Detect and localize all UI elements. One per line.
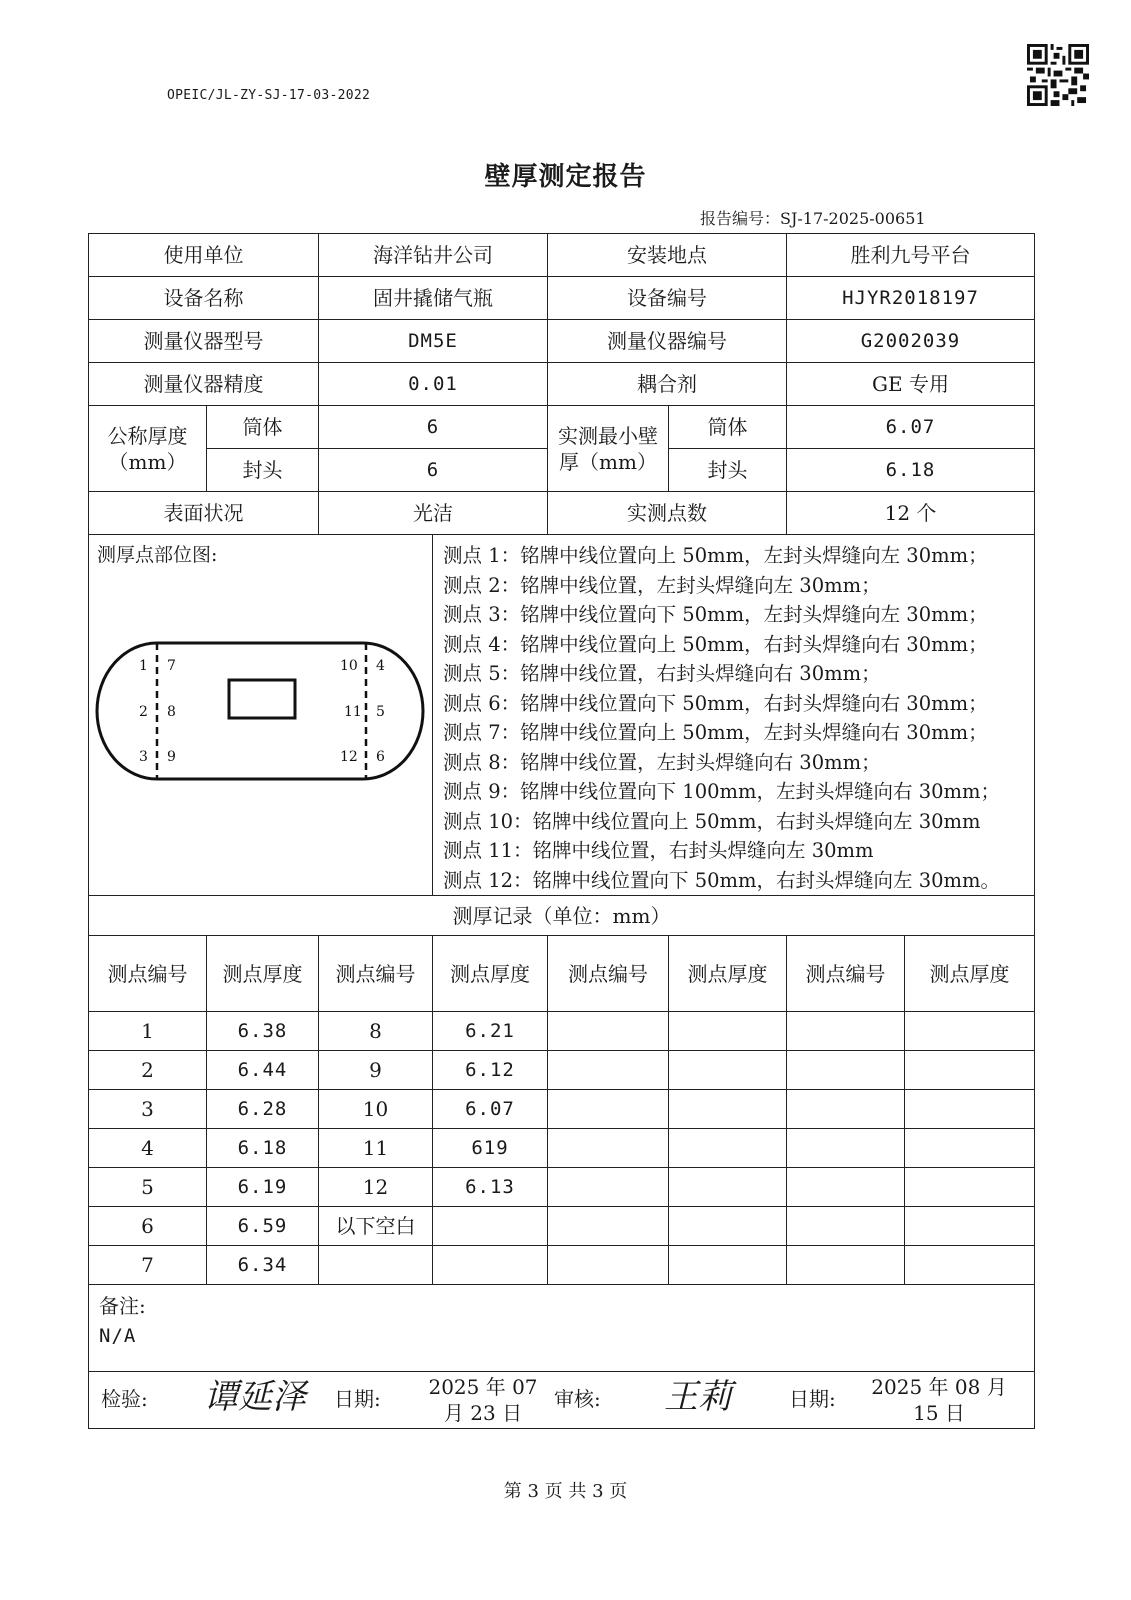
col-header-thickness: 测点厚度: [669, 936, 787, 1012]
equip-name-label: 设备名称: [89, 277, 319, 320]
record-cell: 4: [89, 1129, 207, 1168]
nameplate-rect: [229, 680, 295, 718]
record-cell: [433, 1207, 548, 1246]
point-desc-line: 测点 10：铭牌中线位置向上 50mm，右封头焊缝向左 30mm: [443, 809, 981, 833]
record-cell: 6.28: [207, 1090, 319, 1129]
inspector-signature: 谭延泽: [204, 1377, 306, 1417]
signature-row: [89, 1372, 1035, 1429]
record-cell: 6.44: [207, 1051, 319, 1090]
record-cell: 6.12: [433, 1051, 548, 1090]
table-row: [89, 1246, 1035, 1285]
col-header-thickness: 测点厚度: [433, 936, 548, 1012]
point-label: 11: [344, 704, 362, 720]
review-label: 审核:: [554, 1387, 601, 1411]
point-desc-line: 测点 6：铭牌中线位置向下 50mm，右封头焊缝向右 30mm；: [443, 691, 988, 715]
record-cell: 7: [89, 1246, 207, 1285]
points-value: 12 个: [787, 492, 1035, 535]
table-row: [89, 1051, 1035, 1090]
points-label: 实测点数: [548, 492, 787, 535]
point-label: 4: [376, 658, 385, 674]
record-cell: [433, 1246, 548, 1285]
equip-no-label: 设备编号: [548, 277, 787, 320]
inspect-date: 2025 年 07 月 23 日: [428, 1375, 538, 1425]
record-cell: 2: [89, 1051, 207, 1090]
unit-value: 海洋钻井公司: [319, 234, 548, 277]
inspect-label: 检验:: [101, 1387, 148, 1411]
table-row: [89, 1129, 1035, 1168]
min-thickness-label: 实测最小壁厚（mm）: [548, 406, 669, 492]
point-desc-line: 测点 4：铭牌中线位置向上 50mm，右封头焊缝向右 30mm；: [443, 632, 988, 656]
record-cell: 9: [319, 1051, 433, 1090]
equip-no-value: HJYR2018197: [787, 277, 1035, 320]
point-desc-line: 测点 11：铭牌中线位置，右封头焊缝向左 30mm: [443, 839, 874, 862]
couplant-value: GE 专用: [787, 363, 1035, 406]
record-cell: 12: [319, 1168, 433, 1207]
col-header-no: 测点编号: [319, 936, 433, 1012]
record-title: 测厚记录（单位：mm）: [89, 896, 1035, 936]
record-cell: 11: [319, 1129, 433, 1168]
point-label: 5: [376, 704, 385, 720]
nominal-head-label: 封头: [207, 449, 319, 492]
report-number: 报告编号：SJ-17-2025-00651: [700, 209, 926, 228]
unit-label: 使用单位: [89, 234, 319, 277]
review-date-label: 日期:: [789, 1387, 836, 1411]
table-row: [89, 1012, 1035, 1051]
record-cell: 6.18: [207, 1129, 319, 1168]
surface-value: 光洁: [319, 492, 548, 535]
point-desc-line: 测点 9：铭牌中线位置向下 100mm，左封头焊缝向右 30mm；: [443, 780, 1000, 803]
document-code: OPEIC/JL-ZY-SJ-17-03-2022: [167, 88, 371, 103]
record-cell: [319, 1246, 433, 1285]
point-desc-line: 测点 12：铭牌中线位置向下 50mm，右封头焊缝向左 30mm。: [443, 868, 1000, 892]
review-date: 2025 年 08 月 15 日: [871, 1375, 1007, 1425]
col-header-no: 测点编号: [787, 936, 905, 1012]
reviewer-signature: 王莉: [664, 1377, 732, 1417]
point-desc-line: 测点 2：铭牌中线位置，左封头焊缝向左 30mm；: [443, 573, 881, 597]
couplant-label: 耦合剂: [548, 363, 787, 406]
record-cell: 10: [319, 1090, 433, 1129]
record-cell: 6.13: [433, 1168, 548, 1207]
record-cell: 6: [89, 1207, 207, 1246]
page-title: 壁厚测定报告: [484, 162, 647, 192]
point-label: 8: [167, 704, 176, 720]
record-cell: 6.07: [433, 1090, 548, 1129]
site-value: 胜利九号平台: [787, 234, 1035, 277]
nominal-shell-label: 筒体: [207, 406, 319, 449]
col-header-no: 测点编号: [89, 936, 207, 1012]
point-label: 9: [167, 749, 176, 765]
record-cell: 6.59: [207, 1207, 319, 1246]
point-label: 1: [139, 658, 148, 674]
record-cell: 1: [89, 1012, 207, 1051]
diagram-cell: [89, 535, 433, 896]
point-desc-line: 测点 5：铭牌中线位置，右封头焊缝向右 30mm；: [443, 662, 881, 685]
col-header-thickness: 测点厚度: [905, 936, 1035, 1012]
table-row: [89, 1168, 1035, 1207]
point-desc-line: 测点 1：铭牌中线位置向上 50mm，左封头焊缝向左 30mm；: [443, 544, 988, 567]
nominal-thickness-label: 公称厚度（mm）: [89, 406, 207, 492]
remarks-cell: [89, 1285, 1035, 1372]
record-cell: 6.38: [207, 1012, 319, 1051]
record-cell: 3: [89, 1090, 207, 1129]
vessel-diagram: [95, 639, 425, 784]
point-label: 2: [139, 704, 148, 720]
report-table: [88, 233, 1035, 1429]
remarks-value: N/A: [99, 1325, 137, 1347]
page-footer: 第 3 页 共 3 页: [503, 1481, 628, 1502]
col-header-no: 测点编号: [548, 936, 669, 1012]
point-description-cell: [433, 535, 1035, 896]
point-desc-line: 测点 8：铭牌中线位置，左封头焊缝向右 30mm；: [443, 750, 881, 774]
inspect-date-label: 日期:: [334, 1387, 381, 1411]
record-cell: 619: [433, 1129, 548, 1168]
point-label: 6: [376, 749, 385, 765]
point-label: 7: [167, 658, 176, 674]
record-cell: 6.34: [207, 1246, 319, 1285]
point-desc-line: 测点 3：铭牌中线位置向下 50mm，左封头焊缝向左 30mm；: [443, 603, 988, 626]
point-desc-line: 测点 7：铭牌中线位置向上 50mm，左封头焊缝向右 30mm；: [443, 721, 988, 744]
inst-model-value: DM5E: [319, 320, 548, 363]
table-row: [89, 1207, 1035, 1246]
min-shell-value: 6.07: [787, 406, 1035, 449]
site-label: 安装地点: [548, 234, 787, 277]
nominal-shell-value: 6: [319, 406, 548, 449]
inst-no-value: G2002039: [787, 320, 1035, 363]
min-head-value: 6.18: [787, 449, 1035, 492]
inst-prec-label: 测量仪器精度: [89, 363, 319, 406]
record-cell: 8: [319, 1012, 433, 1051]
record-cell: 6.21: [433, 1012, 548, 1051]
point-label: 12: [340, 749, 358, 765]
record-cell: 5: [89, 1168, 207, 1207]
min-head-label: 封头: [669, 449, 787, 492]
equip-name-value: 固井撬储气瓶: [319, 277, 548, 320]
remarks-label: 备注:: [99, 1294, 146, 1318]
nominal-head-value: 6: [319, 449, 548, 492]
qr-code-icon: [1027, 44, 1089, 106]
surface-label: 表面状况: [89, 492, 319, 535]
diagram-label: 测厚点部位图:: [97, 544, 218, 566]
inst-prec-value: 0.01: [319, 363, 548, 406]
record-cell: 6.19: [207, 1168, 319, 1207]
point-label: 3: [139, 749, 148, 765]
min-shell-label: 筒体: [669, 406, 787, 449]
inst-model-label: 测量仪器型号: [89, 320, 319, 363]
record-cell: 以下空白: [319, 1207, 433, 1246]
col-header-thickness: 测点厚度: [207, 936, 319, 1012]
point-label: 10: [340, 658, 358, 674]
table-row: [89, 1090, 1035, 1129]
inst-no-label: 测量仪器编号: [548, 320, 787, 363]
